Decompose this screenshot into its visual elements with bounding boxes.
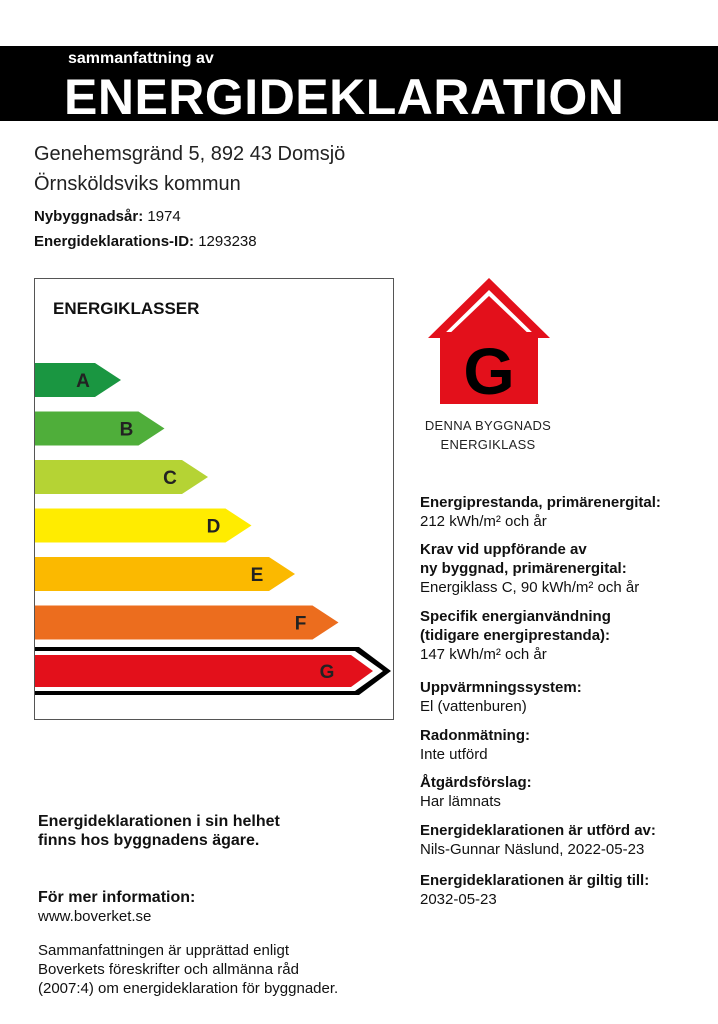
detail-label: Radonmätning:	[420, 727, 530, 744]
detail-value: 2032-05-23	[420, 891, 497, 908]
declaration-id-value: 1293238	[198, 233, 257, 250]
header-bar	[0, 46, 718, 125]
detail-label: Uppvärmningssystem:	[420, 679, 582, 696]
energy-class-bar-f	[35, 606, 339, 640]
energy-class-bar-c	[35, 460, 208, 494]
house-caption-line2: ENERGIKLASS	[440, 437, 536, 452]
footer-note	[38, 941, 338, 998]
energy-class-letter-d: D	[206, 516, 221, 538]
detail-value: Inte utförd	[420, 746, 488, 763]
detail-value: 147 kWh/m² och år	[420, 646, 547, 663]
footer-note-line2: Boverkets föreskrifter och allmänna råd	[38, 961, 299, 978]
header-title: ENERGIDEKLARATION	[64, 69, 625, 125]
detail-specific-energy	[420, 607, 611, 664]
energy-class-letter-e: E	[250, 565, 264, 586]
more-info	[38, 888, 195, 926]
energy-class-bar-b	[35, 412, 165, 446]
detail-label: Specifik energianvändning	[420, 608, 611, 625]
detail-label: Krav vid uppförande av	[420, 541, 587, 558]
detail-value: El (vattenburen)	[420, 698, 527, 715]
house-class-icon	[426, 276, 552, 408]
more-info-link[interactable]: www.boverket.se	[38, 908, 152, 925]
construction-year-label: Nybyggnadsår:	[34, 208, 144, 225]
detail-heating-system	[420, 678, 582, 716]
detail-radon	[420, 726, 530, 764]
detail-label: Åtgärdsförslag:	[420, 774, 532, 791]
detail-label-line2: ny byggnad, primärenergital:	[420, 560, 627, 577]
owner-note-line1: Energideklarationen i sin helhet	[38, 813, 280, 830]
house-class-letter: G	[463, 334, 515, 408]
detail-label: Energideklarationen är utförd av:	[420, 822, 656, 839]
detail-measures	[420, 773, 532, 811]
energy-class-letter-b: B	[119, 419, 134, 441]
footer-note-line3: (2007:4) om energideklaration för byggnader.	[38, 980, 339, 997]
more-info-label: För mer information:	[38, 889, 196, 906]
address-municipality: Örnsköldsviks kommun	[34, 173, 241, 195]
detail-label: Energiprestanda, primärenergital:	[420, 494, 661, 511]
energy-class-letter-f: F	[294, 613, 307, 635]
header-subtitle: sammanfattning av	[68, 50, 214, 67]
construction-year	[34, 208, 181, 225]
energy-class-scale	[35, 279, 395, 721]
energy-class-letter-a: A	[76, 371, 90, 392]
declaration-id-label: Energideklarations-ID:	[34, 233, 195, 250]
detail-label: Energideklarationen är giltig till:	[420, 872, 650, 889]
address-street: Genehemsgränd 5, 892 43 Domsjö	[34, 143, 346, 165]
detail-value: 212 kWh/m² och år	[420, 513, 547, 530]
energy-class-letter-g: G	[319, 662, 335, 683]
detail-valid-until	[420, 871, 649, 909]
detail-value: Har lämnats	[420, 793, 501, 810]
energy-class-title: ENERGIKLASSER	[53, 299, 200, 318]
owner-note-line2: finns hos byggnadens ägare.	[38, 832, 260, 849]
construction-year-value: 1974	[147, 208, 181, 225]
detail-value: Nils-Gunnar Näslund, 2022-05-23	[420, 841, 645, 858]
detail-performed-by	[420, 821, 656, 859]
detail-label-line2: (tidigare energiprestanda):	[420, 627, 611, 644]
energy-class-box	[34, 278, 394, 720]
house-caption-line1: DENNA BYGGNADS	[424, 418, 552, 433]
detail-new-building-req	[420, 540, 639, 597]
footer-note-line1: Sammanfattningen är upprättad enligt	[38, 942, 289, 959]
declaration-id	[34, 233, 257, 250]
detail-value: Energiklass C, 90 kWh/m² och år	[420, 579, 640, 596]
owner-note	[38, 812, 280, 850]
energy-class-letter-c: C	[163, 468, 177, 489]
detail-primary-energy	[420, 493, 661, 531]
